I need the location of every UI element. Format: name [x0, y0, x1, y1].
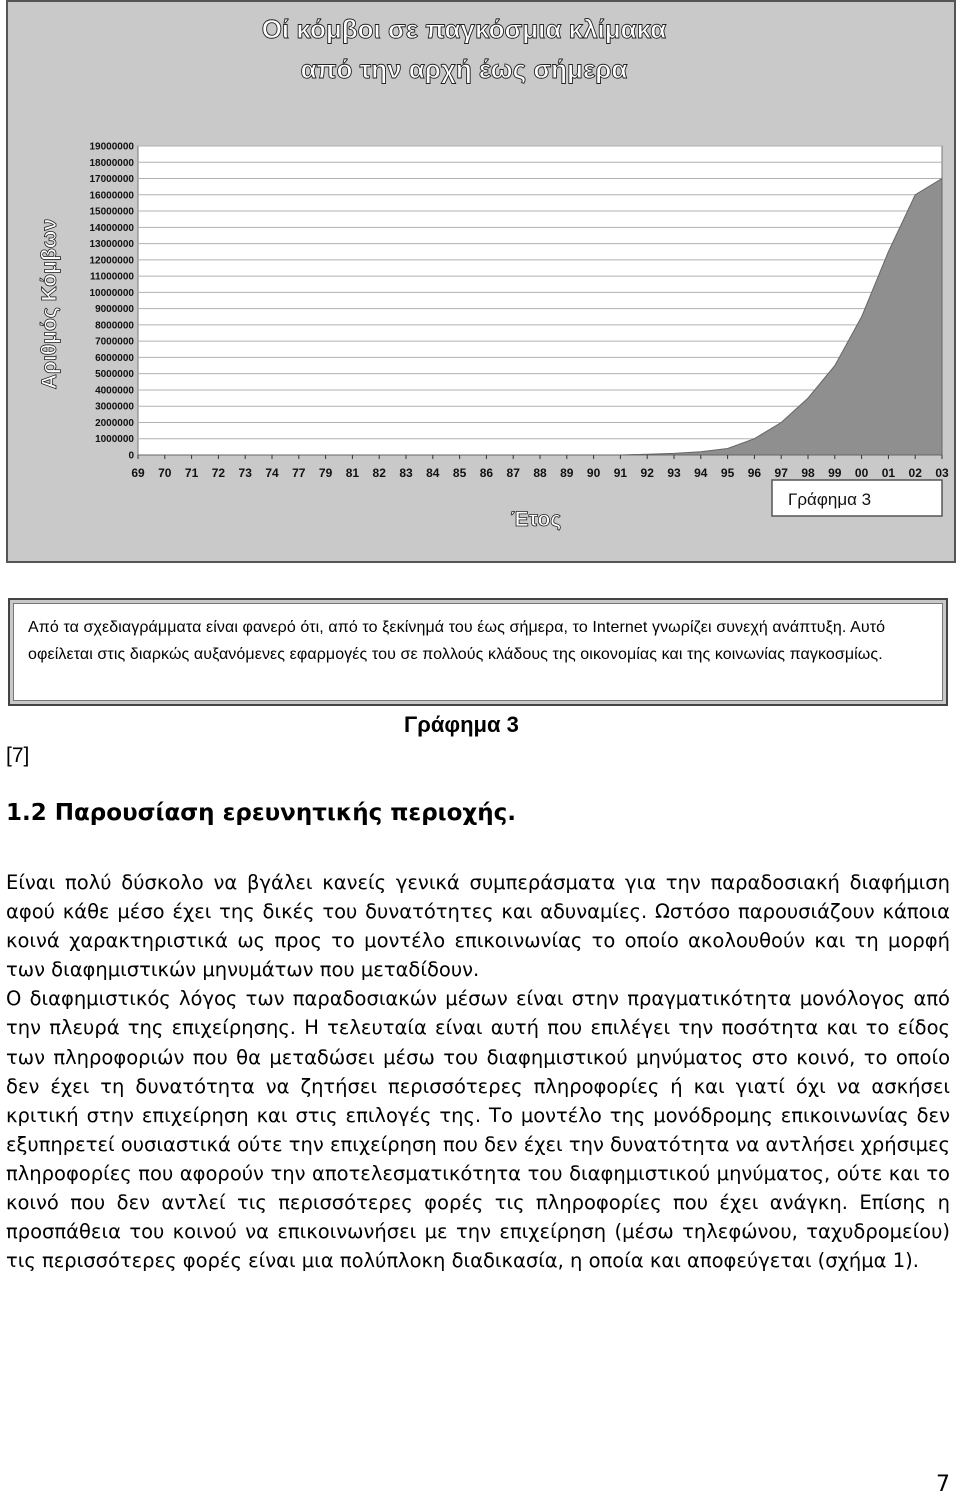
chart-xtick-label: 95	[720, 466, 735, 480]
chart-xtick-label: 69	[131, 466, 145, 480]
chart-ytick-label: 2000000	[95, 417, 134, 429]
chart-xtick-label: 86	[479, 466, 494, 480]
chart-title-line: Οί κόμβοι σε παγκόσμια κλίμακα	[261, 14, 667, 44]
paragraph: Ο διαφημιστικός λόγος των παραδοσιακών μέσων είναι στην πραγματικότητα μονόλογος από την πλευρά της επιχείρησης. Η τελευταία είναι αυτή που επιλέγει την ποσότητα και το είδος των πληροφοριών που θα μεταδώσει μέσω του διαφημιστικού μηνύματος στο κοινό, το οποίο δεν έχει τη δυνατότητα να ζητήσει περισσότερες πληροφορίες ή και γιατί όχι να ασκήσει κριτική στην επιχείρηση και στις επιλογές της. Το μοντέλο της μονόδρομης επικοινωνίας δεν εξυπηρετεί ουσιαστικά ούτε την επιχείρηση που δεν έχει την δυνατότητα να αντλήσει χρήσιμες πληροφορίες που αφορούν την αποτελεσματικότητα του διαφημιστικού μηνύματος, ούτε και το κοινό που δεν αντλεί τις περισσότερες φορές τις πληροφορίες που έχει ανάγκη. Επίσης η προσπάθεια του κοινού να επικοινωνήσει με την επιχείρηση (μέσω τηλεφώνου, ταχυδρομείου) τις περισσότερες φορές είναι μια πολύπλοκη διαδικασία, η οποία και αποφεύγεται (σχήμα 1).	[6, 987, 950, 1273]
chart-xtick-label: 98	[801, 466, 815, 480]
chart-xtick-label: 88	[533, 466, 547, 480]
chart-xtick-label: 87	[506, 466, 520, 480]
chart-xtick-label: 91	[613, 466, 628, 480]
chart-xtick-label: 00	[854, 466, 869, 480]
chart-xtick-label: 90	[586, 466, 601, 480]
chart-ytick-label: 11000000	[90, 271, 134, 283]
chart-xtick-label: 01	[881, 466, 896, 480]
chart-ytick-label: 17000000	[89, 174, 134, 186]
chart-xtick-label: 83	[399, 466, 413, 480]
chart-xtick-label: 84	[426, 466, 440, 480]
chart-xtick-label: 92	[640, 466, 654, 480]
chart-title-line: από την αρχή έως σήμερα	[300, 54, 628, 84]
chart-xtick-label: 70	[158, 466, 172, 480]
chart-legend-label: Γράφημα 3	[788, 490, 872, 509]
chart-xtick-label: 73	[238, 466, 252, 480]
chart-ytick-label: 3000000	[95, 401, 134, 413]
chart-ytick-label: 8000000	[95, 320, 134, 332]
chart-xtick-label: 93	[667, 466, 681, 480]
chart-ytick-label: 13000000	[89, 239, 134, 251]
chart-ytick-label: 10000000	[89, 287, 134, 299]
chart-xtick-label: 82	[372, 466, 386, 480]
chart-ytick-label: 0	[128, 450, 134, 462]
figure-caption: Γράφημα 3	[404, 712, 519, 737]
chart-ytick-label: 1000000	[95, 434, 134, 446]
chart-xtick-label: 74	[265, 466, 279, 480]
chart-ytick-label: 6000000	[95, 352, 134, 364]
section-heading: 1.2 Παρουσίαση ερευνητικής περιοχής.	[6, 800, 517, 826]
chart-xtick-label: 79	[318, 466, 333, 480]
chart-ytick-label: 9000000	[95, 304, 134, 316]
chart-xtick-label: 94	[694, 466, 708, 480]
chart-ytick-label: 7000000	[95, 336, 134, 348]
chart-ytick-label: 5000000	[95, 369, 134, 381]
chart-ytick-label: 16000000	[89, 190, 134, 202]
note-text: Από τα σχεδιαγράμματα είναι φανερό ότι, από το ξεκίνημά του έως σήμερα, το Internet γνωρίζει συνεχή ανάπτυξη. Αυτό οφείλεται στις διαρκώς αυξανόμενες εφαρμογές του σε πολλούς κλάδους της οικονομίας και της κοινωνίας παγκοσμίως.	[13, 603, 943, 701]
chart-xtick-label: 71	[184, 466, 199, 480]
page-number: 7	[936, 1472, 950, 1497]
reference-mark: [7]	[6, 744, 30, 767]
chart-ytick-label: 4000000	[95, 385, 134, 397]
body-text	[6, 868, 950, 1275]
chart-ytick-label: 14000000	[89, 222, 134, 234]
chart-ytick-label: 18000000	[89, 157, 134, 169]
chart-xtick-label: 81	[345, 466, 360, 480]
chart-xtick-label: 03	[935, 466, 949, 480]
chart-ytick-label: 19000000	[89, 141, 134, 153]
chart-xtick-label: 99	[828, 466, 842, 480]
chart-xtick-label: 97	[774, 466, 788, 480]
paragraph: Είναι πολύ δύσκολο να βγάλει κανείς γενικά συμπεράσματα για την παραδοσιακή διαφήμιση αφού κάθε μέσο έχει της δικές του δυνατότητες και αδυναμίες. Ωστόσο παρουσιάζουν κάποια κοινά χαρακτηριστικά ως προς το μοντέλο επικοινωνίας το οποίο ακολουθούν και τη μορφή των διαφημιστικών μηνυμάτων που μεταδίδουν.	[6, 871, 950, 982]
chart-xtick-label: 96	[747, 466, 762, 480]
chart-xtick-label: 89	[560, 466, 574, 480]
chart-ytick-label: 15000000	[89, 206, 134, 218]
chart-xtick-label: 72	[211, 466, 226, 480]
chart-xtick-label: 85	[452, 466, 467, 480]
chart-figure	[6, 0, 956, 563]
chart-xlabel: Έτος	[510, 508, 562, 531]
chart-svg	[8, 2, 954, 561]
note-box	[8, 598, 948, 706]
chart-xtick-label: 77	[292, 466, 306, 480]
chart-ylabel: Αριθμός Κόμβων	[38, 218, 61, 390]
chart-xtick-label: 02	[908, 466, 922, 480]
chart-ytick-label: 12000000	[89, 255, 134, 267]
